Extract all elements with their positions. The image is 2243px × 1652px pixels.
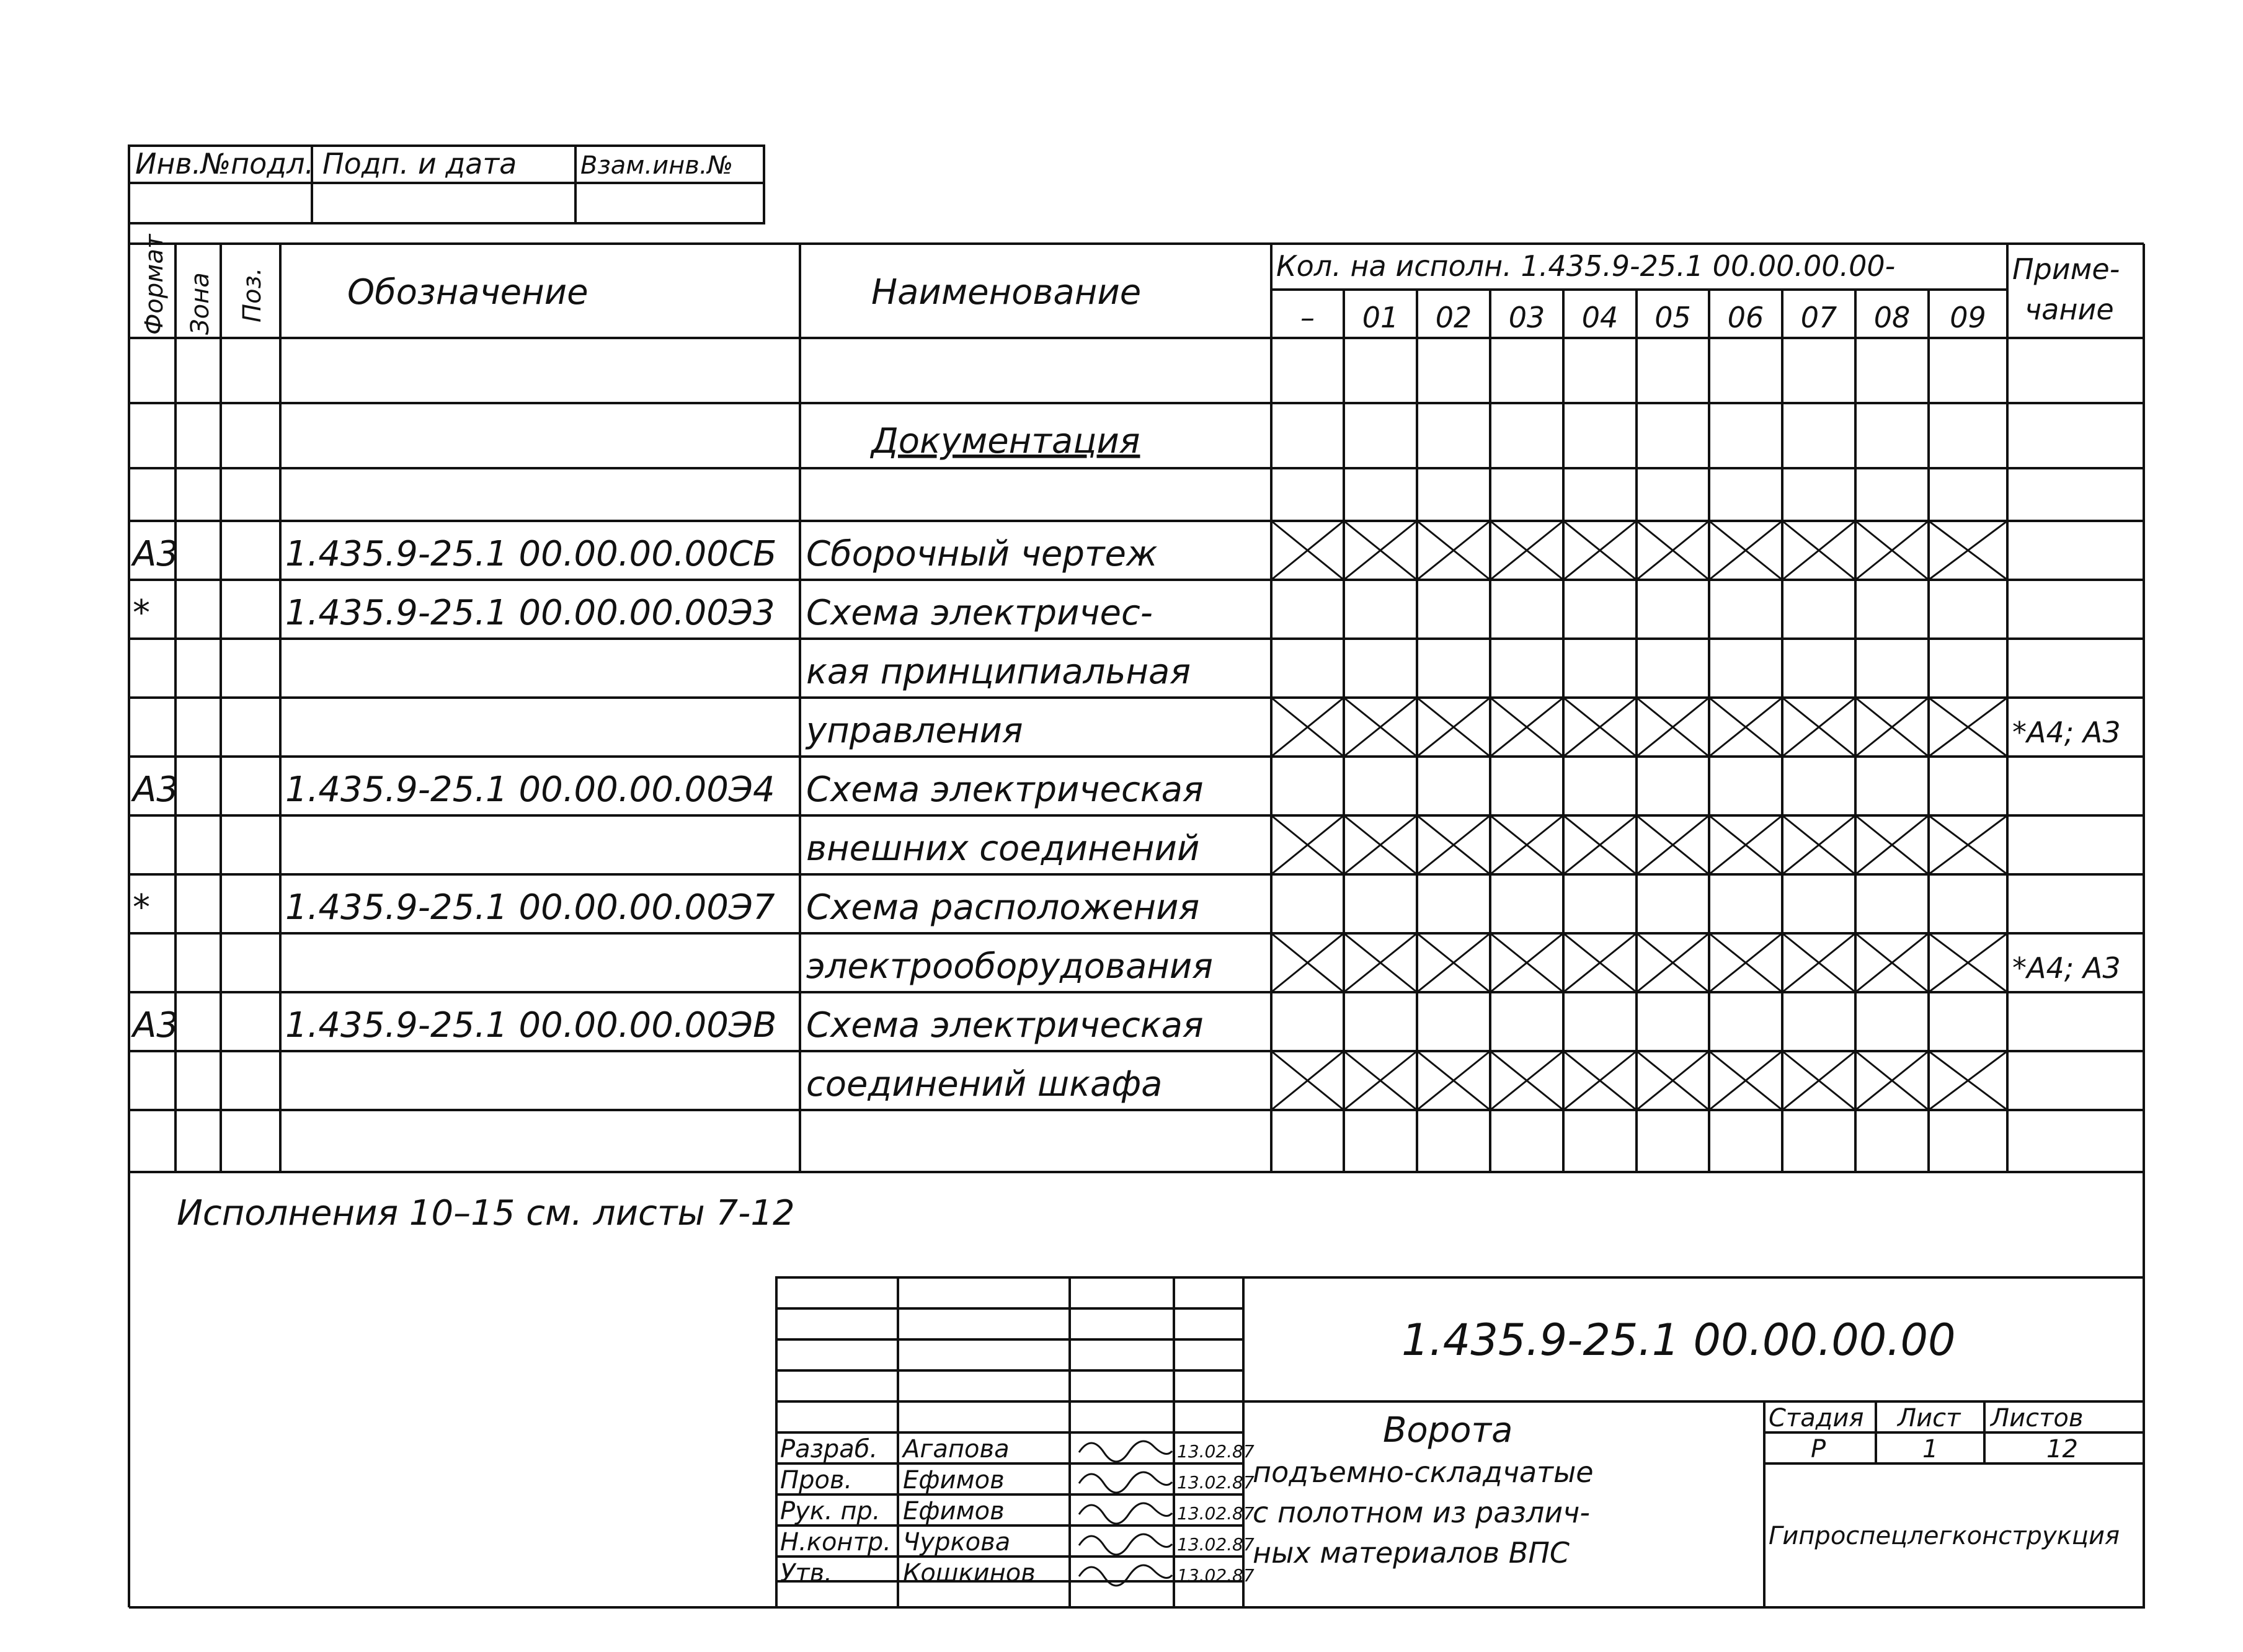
row-name: внешних соединений bbox=[806, 828, 1200, 869]
variant-header: 03 bbox=[1508, 301, 1545, 334]
row-format: А3 bbox=[133, 770, 179, 810]
variant-header: 08 bbox=[1873, 301, 1911, 334]
row-name: Схема расположения bbox=[806, 887, 1200, 928]
row-name: кая принципиальная bbox=[806, 652, 1191, 692]
row-designation: 1.435.9-25.1 00.00.00.00ЭВ bbox=[285, 1005, 777, 1046]
signature-date: 13.02.87 bbox=[1177, 1441, 1255, 1462]
row-designation: 1.435.9-25.1 00.00.00.00СБ bbox=[285, 534, 777, 574]
signature-scribble bbox=[1079, 1534, 1172, 1555]
note-line: Исполнения 10–15 см. листы 7-12 bbox=[177, 1193, 795, 1233]
row-name: Схема электричес- bbox=[806, 593, 1153, 633]
row-name: Схема электрическая bbox=[806, 1005, 1204, 1046]
title-line-1: Ворота bbox=[1383, 1410, 1513, 1450]
title-line-2: подъемно-складчатые bbox=[1253, 1455, 1594, 1489]
header-poz: Поз. bbox=[238, 267, 267, 322]
row-format: * bbox=[133, 593, 150, 633]
variant-header: 07 bbox=[1800, 301, 1837, 334]
organization: Гипроспецлегконструкция bbox=[1769, 1522, 2120, 1550]
signature-scribble bbox=[1079, 1565, 1172, 1586]
row-format: А3 bbox=[133, 534, 179, 574]
signature-scribble bbox=[1079, 1472, 1172, 1493]
row-note: *А4; А3 bbox=[2012, 951, 2121, 985]
sheet-label: Лист bbox=[1898, 1404, 1961, 1432]
header-zona: Зона bbox=[186, 272, 215, 335]
header-primechanie-1: Приме- bbox=[2012, 252, 2120, 286]
spec-rows bbox=[131, 534, 2121, 1104]
row-name: управления bbox=[806, 711, 1023, 751]
signature-scribble bbox=[1079, 1503, 1172, 1524]
variant-header: 02 bbox=[1435, 301, 1472, 334]
signature-name: Ефимов bbox=[903, 1497, 1005, 1525]
label-podp-data: Подп. и дата bbox=[322, 147, 517, 180]
row-format: А3 bbox=[133, 1005, 179, 1046]
sheet-value: 1 bbox=[1922, 1435, 1939, 1463]
label-vzam-inv: Взам.инв.№ bbox=[580, 151, 734, 180]
title-doc-number: 1.435.9-25.1 00.00.00.00 bbox=[1401, 1315, 1956, 1366]
signature-role: Рук. пр. bbox=[780, 1497, 881, 1525]
signature-role: Н.контр. bbox=[780, 1528, 891, 1557]
row-name: Сборочный чертеж bbox=[806, 534, 1158, 574]
grid-lines bbox=[129, 146, 2144, 1607]
variant-headers bbox=[1300, 301, 1986, 334]
row-designation: 1.435.9-25.1 00.00.00.00Э4 bbox=[285, 770, 775, 810]
sheets-label: Листов bbox=[1991, 1404, 2084, 1432]
signature-date: 13.02.87 bbox=[1177, 1472, 1255, 1493]
label-inv-podl: Инв.№подл. bbox=[135, 147, 314, 180]
signature-name: Кошкинов bbox=[903, 1559, 1036, 1588]
signature-scribble bbox=[1079, 1441, 1172, 1462]
signature-role: Утв. bbox=[780, 1559, 832, 1588]
row-name: электрооборудования bbox=[806, 946, 1213, 987]
header-oboznachenie: Обозначение bbox=[347, 272, 589, 313]
variant-header: 06 bbox=[1727, 301, 1764, 334]
variant-header: – bbox=[1300, 301, 1315, 334]
signature-role: Пров. bbox=[780, 1466, 853, 1494]
signature-name: Чуркова bbox=[903, 1528, 1011, 1557]
variant-header: 01 bbox=[1362, 301, 1399, 334]
row-name: Схема электрическая bbox=[806, 770, 1204, 810]
stage-value: Р bbox=[1811, 1435, 1826, 1463]
row-name: соединений шкафа bbox=[806, 1064, 1163, 1104]
signature-role: Разраб. bbox=[780, 1435, 878, 1463]
sheets-value: 12 bbox=[2046, 1435, 2078, 1463]
variant-header: 09 bbox=[1950, 301, 1986, 334]
variant-header: 05 bbox=[1654, 301, 1691, 334]
variant-header: 04 bbox=[1581, 301, 1619, 334]
row-format: * bbox=[133, 887, 150, 928]
stage-label: Стадия bbox=[1769, 1404, 1864, 1432]
signature-date: 13.02.87 bbox=[1177, 1534, 1255, 1555]
row-designation: 1.435.9-25.1 00.00.00.00Э7 bbox=[285, 887, 775, 928]
header-format: Формат bbox=[140, 234, 169, 335]
section-title: Документация bbox=[871, 421, 1140, 461]
row-note: *А4; А3 bbox=[2012, 716, 2121, 749]
header-primechanie-2: чание bbox=[2025, 293, 2114, 326]
title-line-4: ных материалов ВПС bbox=[1253, 1536, 1570, 1570]
row-designation: 1.435.9-25.1 00.00.00.00Э3 bbox=[285, 593, 775, 633]
header-naimenovanie: Наименование bbox=[871, 272, 1142, 313]
signature-date: 13.02.87 bbox=[1177, 1565, 1255, 1586]
signature-name: Ефимов bbox=[903, 1466, 1005, 1494]
title-line-3: с полотном из различ- bbox=[1253, 1496, 1590, 1529]
signature-date: 13.02.87 bbox=[1177, 1503, 1255, 1524]
signature-rows bbox=[780, 1435, 1255, 1588]
signature-name: Агапова bbox=[903, 1435, 1010, 1463]
header-kol-title: Кол. на исполн. 1.435.9-25.1 00.00.00.00- bbox=[1276, 249, 1896, 283]
